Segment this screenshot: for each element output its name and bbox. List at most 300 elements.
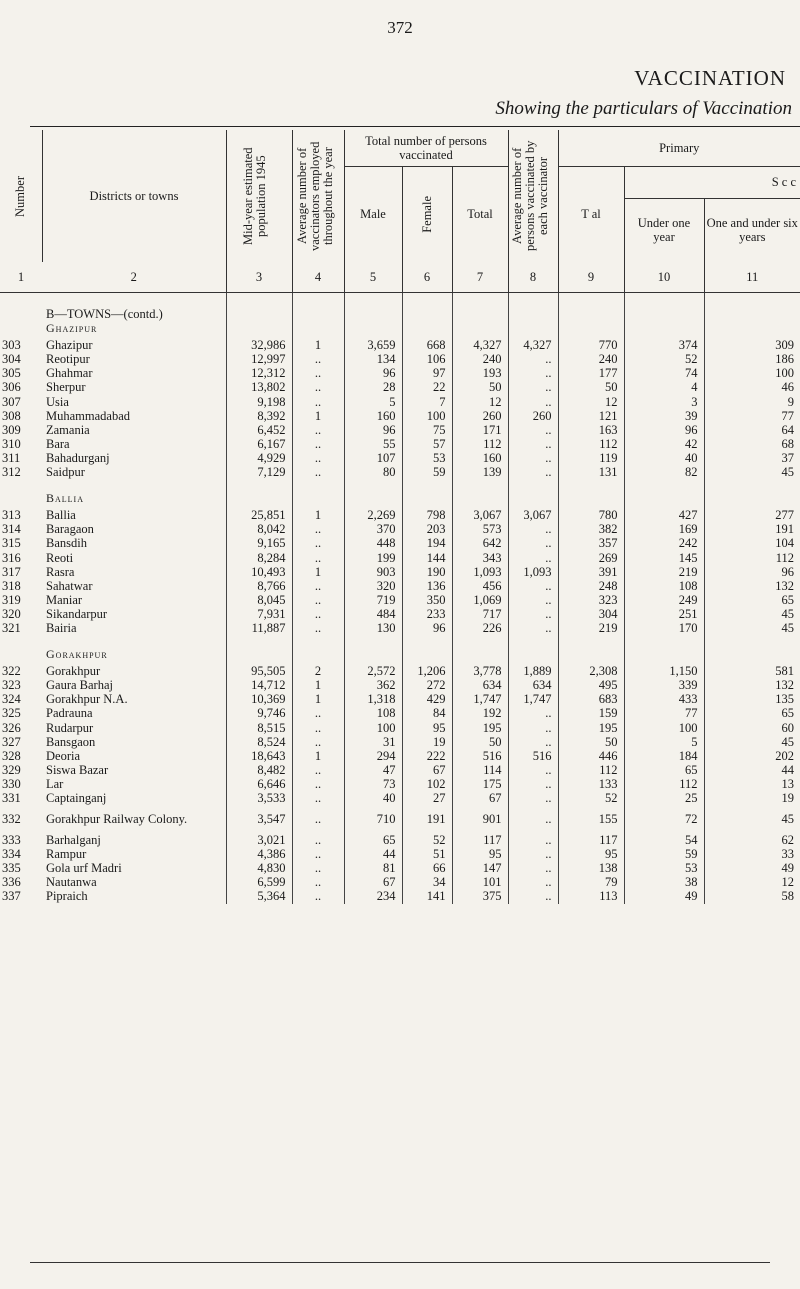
- population: 3,547: [226, 805, 292, 833]
- col-number: 9: [558, 262, 624, 293]
- female-count: 51: [402, 847, 452, 861]
- col-number: 5: [344, 262, 402, 293]
- vaccinators: 1: [292, 409, 344, 423]
- under-one-count: 42: [624, 437, 704, 451]
- table-row: [0, 451, 800, 465]
- avg-per-vaccinator: ..: [508, 380, 558, 394]
- under-one-count: 433: [624, 692, 704, 706]
- under-one-count: 52: [624, 352, 704, 366]
- male-count: 3,659: [344, 338, 402, 352]
- male-count: 5: [344, 395, 402, 409]
- header-district: Districts or towns: [42, 130, 226, 262]
- avg-per-vaccinator: ..: [508, 621, 558, 635]
- avg-per-vaccinator: ..: [508, 423, 558, 437]
- population: 6,167: [226, 437, 292, 451]
- row-number: 327: [2, 734, 21, 749]
- vaccinators: ..: [292, 380, 344, 394]
- one-six-count: 135: [775, 692, 795, 707]
- avg-per-vaccinator: ..: [508, 861, 558, 875]
- female-count: 95: [402, 721, 452, 735]
- section-row: [0, 307, 800, 321]
- header-under-one: Under one year: [624, 198, 704, 262]
- vaccinators: 1: [292, 678, 344, 692]
- vaccinators: ..: [292, 889, 344, 903]
- total-count: 192: [452, 706, 508, 720]
- total-count: 50: [452, 735, 508, 749]
- female-count: 798: [402, 508, 452, 522]
- under-one-count: 65: [624, 763, 704, 777]
- district-name: Padrauna: [42, 706, 226, 720]
- vaccinators: ..: [292, 366, 344, 380]
- primary-total: 12: [558, 395, 624, 409]
- header-primary-total: T al: [558, 166, 624, 262]
- female-count: 97: [402, 366, 452, 380]
- female-count: 75: [402, 423, 452, 437]
- avg-per-vaccinator: ..: [508, 593, 558, 607]
- population: 11,887: [226, 621, 292, 635]
- district-name: Deoria: [42, 749, 226, 763]
- female-count: 102: [402, 777, 452, 791]
- table-row: [0, 607, 800, 621]
- row-number: 318: [2, 578, 21, 593]
- under-one-count: 427: [624, 508, 704, 522]
- under-one-count: 339: [624, 678, 704, 692]
- district-name: Ghazipur: [42, 338, 226, 352]
- header-successful: S c c: [624, 166, 800, 198]
- female-count: 350: [402, 593, 452, 607]
- total-count: 343: [452, 551, 508, 565]
- row-number: 305: [2, 366, 21, 381]
- table-row: [0, 536, 800, 550]
- one-six-count: 33: [781, 847, 795, 862]
- vaccinators: ..: [292, 875, 344, 889]
- female-count: 106: [402, 352, 452, 366]
- primary-total: 155: [558, 805, 624, 833]
- one-six-count: 65: [781, 592, 795, 607]
- avg-per-vaccinator: 1,747: [508, 692, 558, 706]
- row-number: 334: [2, 847, 21, 862]
- total-count: 114: [452, 763, 508, 777]
- spacer-row: [0, 635, 800, 647]
- avg-per-vaccinator: ..: [508, 465, 558, 479]
- avg-per-vaccinator: 3,067: [508, 508, 558, 522]
- female-count: 52: [402, 833, 452, 847]
- under-one-count: 25: [624, 791, 704, 805]
- one-six-count: 45: [781, 465, 795, 480]
- vaccinators: ..: [292, 579, 344, 593]
- primary-total: 79: [558, 875, 624, 889]
- total-count: 1,747: [452, 692, 508, 706]
- primary-total: 50: [558, 735, 624, 749]
- col-number: 1: [0, 262, 42, 293]
- primary-total: 391: [558, 565, 624, 579]
- female-count: 100: [402, 409, 452, 423]
- under-one-count: 82: [624, 465, 704, 479]
- header-male: Male: [344, 166, 402, 262]
- male-count: 160: [344, 409, 402, 423]
- one-six-count: 277: [775, 508, 795, 523]
- one-six-count: 62: [781, 833, 795, 848]
- total-count: 175: [452, 777, 508, 791]
- col-number: 6: [402, 262, 452, 293]
- spacer-row: [0, 479, 800, 491]
- avg-per-vaccinator: ..: [508, 579, 558, 593]
- row-number: 335: [2, 861, 21, 876]
- header-total-group: Total number of persons vaccinated: [344, 130, 508, 166]
- male-count: 2,572: [344, 664, 402, 678]
- population: 8,524: [226, 735, 292, 749]
- primary-total: 323: [558, 593, 624, 607]
- spacer-row: [0, 293, 800, 308]
- district-name: Rudarpur: [42, 721, 226, 735]
- female-count: 84: [402, 706, 452, 720]
- avg-per-vaccinator: ..: [508, 706, 558, 720]
- row-number: 307: [2, 394, 21, 409]
- female-count: 67: [402, 763, 452, 777]
- district-name: Maniar: [42, 593, 226, 607]
- vaccinators: ..: [292, 437, 344, 451]
- under-one-count: 59: [624, 847, 704, 861]
- header-primary: Primary: [558, 130, 800, 166]
- col-number: 8: [508, 262, 558, 293]
- male-count: 47: [344, 763, 402, 777]
- under-one-count: 54: [624, 833, 704, 847]
- vaccinators: 1: [292, 338, 344, 352]
- vaccinators: 1: [292, 749, 344, 763]
- one-six-count: 60: [781, 720, 795, 735]
- table-row: [0, 721, 800, 735]
- total-count: 634: [452, 678, 508, 692]
- male-count: 362: [344, 678, 402, 692]
- avg-per-vaccinator: 4,327: [508, 338, 558, 352]
- district-name: Pipraich: [42, 889, 226, 903]
- table-row: [0, 875, 800, 889]
- primary-total: 163: [558, 423, 624, 437]
- row-number: 332: [2, 812, 21, 827]
- district-group-row: [0, 491, 800, 505]
- one-six-count: 77: [781, 408, 795, 423]
- total-count: 573: [452, 522, 508, 536]
- total-count: 1,069: [452, 593, 508, 607]
- primary-total: 121: [558, 409, 624, 423]
- one-six-count: 104: [775, 536, 795, 551]
- vaccinators: ..: [292, 451, 344, 465]
- primary-total: 50: [558, 380, 624, 394]
- avg-per-vaccinator: ..: [508, 551, 558, 565]
- female-count: 233: [402, 607, 452, 621]
- under-one-count: 3: [624, 395, 704, 409]
- under-one-count: 100: [624, 721, 704, 735]
- vaccinators: ..: [292, 352, 344, 366]
- total-count: 171: [452, 423, 508, 437]
- row-number: 317: [2, 564, 21, 579]
- vaccinators: 1: [292, 508, 344, 522]
- under-one-count: 170: [624, 621, 704, 635]
- male-count: 130: [344, 621, 402, 635]
- primary-total: 177: [558, 366, 624, 380]
- avg-per-vaccinator: ..: [508, 451, 558, 465]
- table-row: [0, 352, 800, 366]
- population: 6,599: [226, 875, 292, 889]
- table-row: [0, 664, 800, 678]
- header-rule: [30, 126, 800, 127]
- vaccinators: ..: [292, 735, 344, 749]
- primary-total: 382: [558, 522, 624, 536]
- vaccinators: ..: [292, 763, 344, 777]
- total-count: 3,067: [452, 508, 508, 522]
- male-count: 199: [344, 551, 402, 565]
- total-count: 139: [452, 465, 508, 479]
- male-count: 67: [344, 875, 402, 889]
- one-six-count: 19: [781, 791, 795, 805]
- female-count: 22: [402, 380, 452, 394]
- total-count: 717: [452, 607, 508, 621]
- male-count: 96: [344, 366, 402, 380]
- vaccinators: ..: [292, 522, 344, 536]
- under-one-count: 251: [624, 607, 704, 621]
- col-number: 7: [452, 262, 508, 293]
- col-number: 3: [226, 262, 292, 293]
- district-name: Bahadurganj: [42, 451, 226, 465]
- table-row: [0, 380, 800, 394]
- table-header: [0, 130, 800, 293]
- female-count: 1,206: [402, 664, 452, 678]
- total-count: 240: [452, 352, 508, 366]
- male-count: 100: [344, 721, 402, 735]
- population: 7,931: [226, 607, 292, 621]
- primary-total: 131: [558, 465, 624, 479]
- population: 12,312: [226, 366, 292, 380]
- avg-per-vaccinator: ..: [508, 875, 558, 889]
- row-number: 322: [2, 664, 21, 679]
- vaccinators: 1: [292, 692, 344, 706]
- table-row: [0, 847, 800, 861]
- population: 8,482: [226, 763, 292, 777]
- total-count: 112: [452, 437, 508, 451]
- table-row: [0, 777, 800, 791]
- population: 8,766: [226, 579, 292, 593]
- district-name: Gorakhpur Railway Colony.: [42, 805, 226, 833]
- table-row: [0, 692, 800, 706]
- female-count: 57: [402, 437, 452, 451]
- under-one-count: 49: [624, 889, 704, 903]
- primary-total: 117: [558, 833, 624, 847]
- avg-per-vaccinator: ..: [508, 847, 558, 861]
- population: 10,369: [226, 692, 292, 706]
- one-six-count: 64: [781, 422, 795, 437]
- under-one-count: 112: [624, 777, 704, 791]
- avg-per-vaccinator: ..: [508, 805, 558, 833]
- primary-total: 195: [558, 721, 624, 735]
- one-six-count: 45: [781, 620, 795, 635]
- under-one-count: 39: [624, 409, 704, 423]
- total-count: 195: [452, 721, 508, 735]
- total-count: 50: [452, 380, 508, 394]
- vaccinators: ..: [292, 847, 344, 861]
- avg-per-vaccinator: ..: [508, 777, 558, 791]
- female-count: 59: [402, 465, 452, 479]
- table-row: [0, 621, 800, 635]
- district-name: Rampur: [42, 847, 226, 861]
- one-six-count: 37: [781, 450, 795, 465]
- population: 4,386: [226, 847, 292, 861]
- primary-total: 52: [558, 791, 624, 805]
- total-count: 4,327: [452, 338, 508, 352]
- col-number: 10: [624, 262, 704, 293]
- population: 8,515: [226, 721, 292, 735]
- total-count: 147: [452, 861, 508, 875]
- male-count: 65: [344, 833, 402, 847]
- header-female: Female: [402, 166, 452, 262]
- one-six-count: 186: [775, 352, 795, 367]
- population: 13,802: [226, 380, 292, 394]
- vaccinators: ..: [292, 833, 344, 847]
- one-six-count: 581: [775, 664, 795, 679]
- under-one-count: 53: [624, 861, 704, 875]
- primary-total: 95: [558, 847, 624, 861]
- one-six-count: 12: [781, 875, 795, 890]
- table-row: [0, 678, 800, 692]
- vaccinators: ..: [292, 551, 344, 565]
- vaccinators: ..: [292, 395, 344, 409]
- district-name: Rasra: [42, 565, 226, 579]
- primary-total: 133: [558, 777, 624, 791]
- header-total: Total: [452, 166, 508, 262]
- row-number: 329: [2, 762, 21, 777]
- population: 5,364: [226, 889, 292, 903]
- district-name: Captainganj: [42, 791, 226, 805]
- section-label: B—TOWNS—(contd.): [42, 307, 226, 321]
- one-six-count: 45: [781, 606, 795, 621]
- table-row: [0, 735, 800, 749]
- row-number: 336: [2, 875, 21, 890]
- total-count: 260: [452, 409, 508, 423]
- vaccinators: 2: [292, 664, 344, 678]
- total-count: 95: [452, 847, 508, 861]
- one-six-count: 202: [775, 748, 795, 763]
- row-number: 303: [2, 338, 21, 353]
- under-one-count: 1,150: [624, 664, 704, 678]
- avg-per-vaccinator: ..: [508, 833, 558, 847]
- row-number: 330: [2, 776, 21, 791]
- primary-total: 119: [558, 451, 624, 465]
- avg-per-vaccinator: ..: [508, 536, 558, 550]
- total-count: 226: [452, 621, 508, 635]
- vaccinators: ..: [292, 721, 344, 735]
- male-count: 2,269: [344, 508, 402, 522]
- population: 10,493: [226, 565, 292, 579]
- population: 4,830: [226, 861, 292, 875]
- primary-total: 219: [558, 621, 624, 635]
- table-row: [0, 749, 800, 763]
- district-name: Zamania: [42, 423, 226, 437]
- total-count: 101: [452, 875, 508, 889]
- male-count: 28: [344, 380, 402, 394]
- total-count: 516: [452, 749, 508, 763]
- col-number: 4: [292, 262, 344, 293]
- row-number: 320: [2, 606, 21, 621]
- female-count: 19: [402, 735, 452, 749]
- row-number: 326: [2, 720, 21, 735]
- district-name: Bansdih: [42, 536, 226, 550]
- district-name: Baragaon: [42, 522, 226, 536]
- row-number: 304: [2, 352, 21, 367]
- under-one-count: 74: [624, 366, 704, 380]
- female-count: 668: [402, 338, 452, 352]
- page-subtitle: Showing the particulars of Vaccination: [495, 98, 792, 119]
- header-population: Mid-year estimated population 1945: [226, 130, 292, 262]
- male-count: 107: [344, 451, 402, 465]
- col-number: 2: [42, 262, 226, 293]
- male-count: 294: [344, 749, 402, 763]
- total-count: 3,778: [452, 664, 508, 678]
- under-one-count: 40: [624, 451, 704, 465]
- table-row: [0, 366, 800, 380]
- population: 32,986: [226, 338, 292, 352]
- male-count: 55: [344, 437, 402, 451]
- vaccinators: ..: [292, 861, 344, 875]
- district-name: Sahatwar: [42, 579, 226, 593]
- column-number-row: [0, 262, 800, 293]
- female-count: 272: [402, 678, 452, 692]
- table-row: [0, 465, 800, 479]
- district-name: Ghahmar: [42, 366, 226, 380]
- primary-total: 683: [558, 692, 624, 706]
- population: 6,646: [226, 777, 292, 791]
- total-count: 901: [452, 805, 508, 833]
- female-count: 144: [402, 551, 452, 565]
- population: 9,198: [226, 395, 292, 409]
- bottom-rule: [30, 1262, 770, 1263]
- male-count: 80: [344, 465, 402, 479]
- avg-per-vaccinator: ..: [508, 763, 558, 777]
- one-six-count: 45: [781, 812, 795, 827]
- female-count: 191: [402, 805, 452, 833]
- under-one-count: 108: [624, 579, 704, 593]
- one-six-count: 309: [775, 338, 795, 353]
- table-row: [0, 437, 800, 451]
- one-six-count: 112: [775, 550, 795, 565]
- avg-per-vaccinator: ..: [508, 607, 558, 621]
- one-six-count: 132: [775, 678, 795, 693]
- one-six-count: 9: [787, 394, 795, 409]
- district-heading: Gorakhpur: [42, 647, 226, 661]
- row-number: 324: [2, 692, 21, 707]
- row-number: 321: [2, 620, 21, 635]
- row-number: 328: [2, 748, 21, 763]
- row-number: 312: [2, 465, 21, 480]
- district-name: Gola urf Madri: [42, 861, 226, 875]
- district-name: Sikandarpur: [42, 607, 226, 621]
- row-number: 337: [2, 889, 21, 904]
- vaccinators: ..: [292, 621, 344, 635]
- female-count: 96: [402, 621, 452, 635]
- total-count: 12: [452, 395, 508, 409]
- population: 8,284: [226, 551, 292, 565]
- district-name: Gorakhpur N.A.: [42, 692, 226, 706]
- total-count: 117: [452, 833, 508, 847]
- under-one-count: 219: [624, 565, 704, 579]
- avg-per-vaccinator: 1,889: [508, 664, 558, 678]
- male-count: 320: [344, 579, 402, 593]
- avg-per-vaccinator: 634: [508, 678, 558, 692]
- male-count: 134: [344, 352, 402, 366]
- header-number: Number: [0, 130, 42, 262]
- female-count: 203: [402, 522, 452, 536]
- vaccinators: ..: [292, 607, 344, 621]
- under-one-count: 242: [624, 536, 704, 550]
- table-row: [0, 395, 800, 409]
